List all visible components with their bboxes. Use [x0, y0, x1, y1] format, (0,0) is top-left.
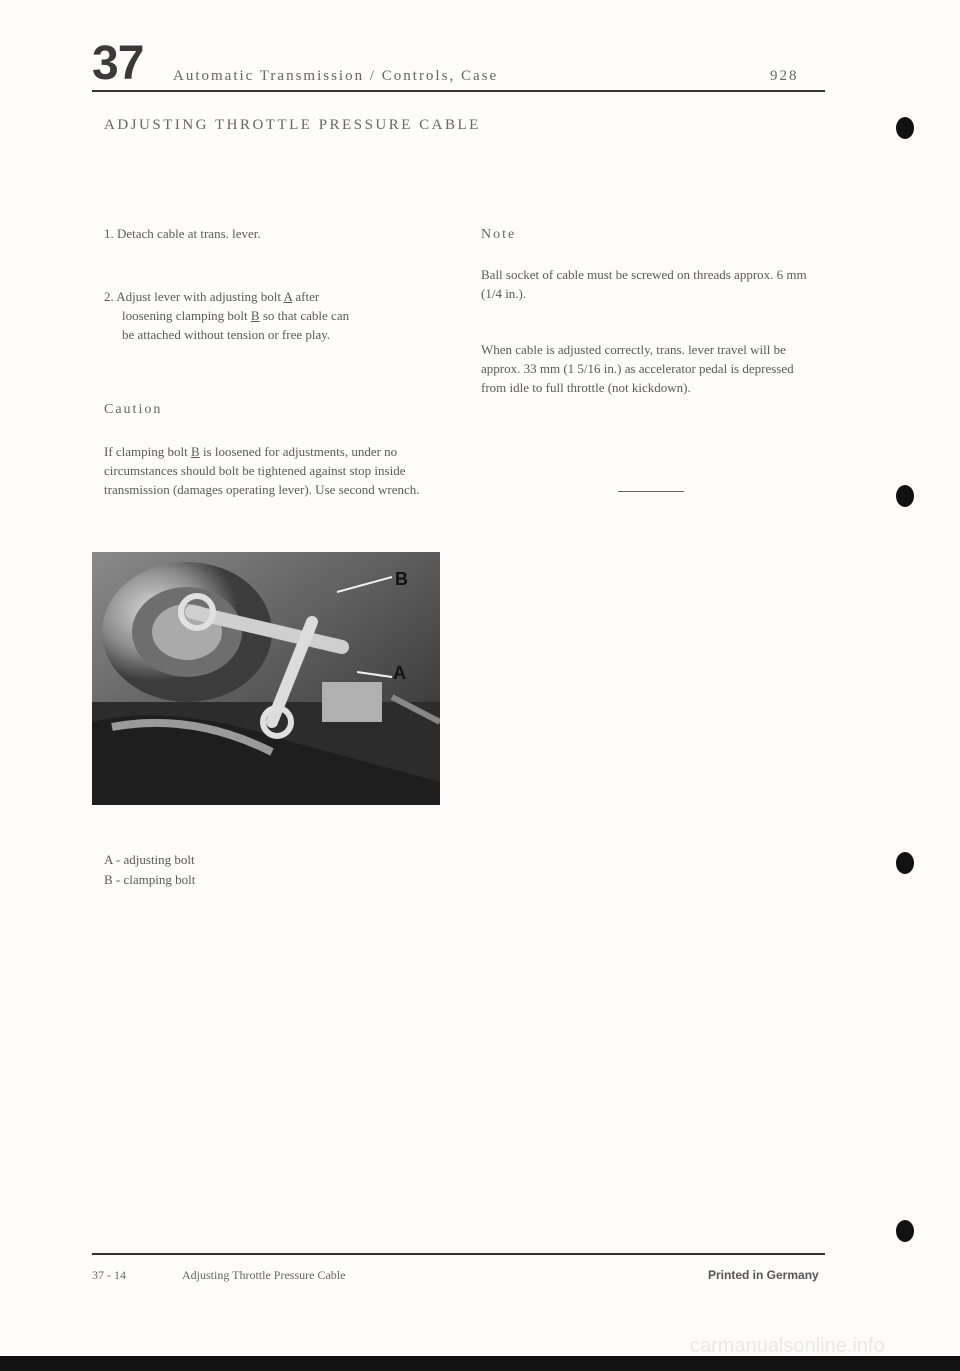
photo-legend: [104, 850, 195, 890]
caution-heading: Caution: [104, 402, 163, 417]
end-rule: [618, 491, 684, 492]
note-text-1: Ball socket of cable must be screwed on threads approx. 6 mm (1/4 in.).: [481, 267, 807, 301]
step-2-line-2: [104, 306, 434, 325]
binder-hole-2: [896, 485, 914, 507]
step-2-bolt-b: B: [250, 308, 260, 323]
footer-title: Adjusting Throttle Pressure Cable: [182, 1268, 346, 1282]
watermark: carmanualsonline.info: [690, 1335, 885, 1357]
header-rule: [92, 90, 825, 92]
watermark-band: [0, 1356, 960, 1371]
step-2-text-a: 2. Adjust lever with adjusting bolt: [104, 289, 284, 304]
caution-text: [104, 442, 444, 499]
step-2-text-e: be attached without tension or free play.: [122, 327, 331, 342]
photo-label-b: B: [395, 569, 408, 589]
caution-bolt: B: [191, 444, 200, 459]
legend-line-a: A - adjusting bolt: [104, 852, 195, 867]
note-heading: Note: [481, 227, 517, 242]
step-1: 1. Detach cable at trans. lever.: [104, 226, 261, 241]
step-2-bolt-a: A: [283, 289, 293, 304]
caution-text-b: is loosened for adjustments, under no circumstances should bolt be tightened against stop inside transmission (damages operating lever). Use second wrench.: [104, 444, 420, 497]
legend-line-b: B - clamping bolt: [104, 872, 196, 887]
step-2-text-c: loosening clamping bolt: [122, 308, 251, 323]
footer-rule: [92, 1253, 825, 1255]
photo-label-a: A: [393, 663, 406, 683]
binder-hole-4: [896, 1220, 914, 1242]
chapter-number: 37: [92, 37, 144, 90]
chapter-title: Automatic Transmission / Controls, Case: [173, 68, 499, 84]
printed-in-germany: Printed in Germany: [708, 1268, 819, 1282]
caution-text-a: If clamping bolt: [104, 444, 192, 459]
section-heading: ADJUSTING THROTTLE PRESSURE CABLE: [104, 117, 481, 133]
model-number: 928: [770, 68, 799, 84]
transmission-photo: [92, 552, 440, 805]
step-2-text-b: after: [292, 289, 320, 304]
binder-hole-1: [896, 117, 914, 139]
note-text-2: When cable is adjusted correctly, trans. lever travel will be approx. 33 mm (1 5/16 in.) as accelerator pedal is depressed from idle to full throttle (not kickdown).: [481, 342, 794, 395]
step-2: [104, 287, 434, 344]
binder-hole-3: [896, 852, 914, 874]
step-2-text-d: so that cable can: [259, 308, 350, 323]
page-number: 37 - 14: [92, 1268, 126, 1282]
